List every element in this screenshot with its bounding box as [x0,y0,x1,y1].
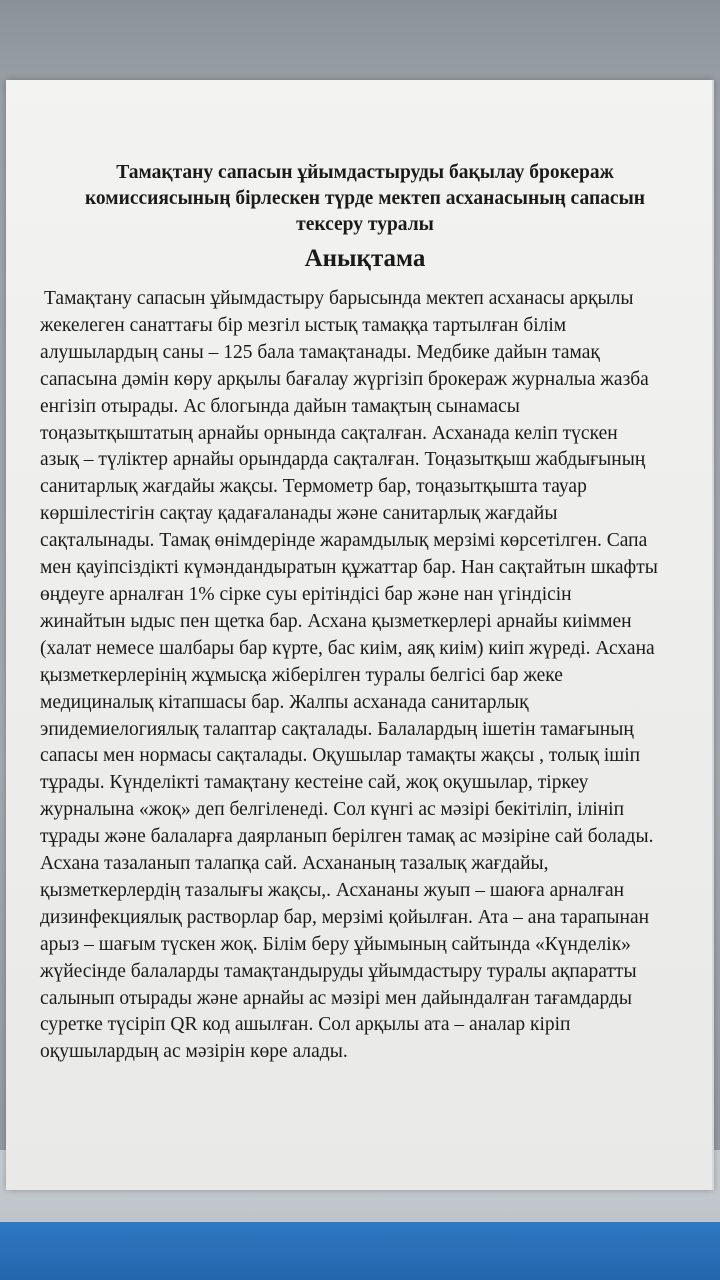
folder-blue-edge [0,1222,720,1280]
body-line: эпидемиелогиялық талаптар сақталады. Балалардың ішетін тамағының [40,718,634,740]
document-body [40,286,690,1066]
body-line: енгізіп отырады. Ас блогында дайын тамақтың сынамасы [40,395,520,417]
body-line: Асхана тазаланып талапқа сай. Асхананың тазалық жағдайы, [40,853,549,875]
document-content [40,160,690,1066]
body-line: (халат немесе шалбары бар күрте, бас киім, аяқ киім) киіп жүреді. Асхана [40,637,655,659]
body-line: қызметкерлерінің жұмысқа жіберілген туралы белгісі бар жеке [40,664,563,686]
body-line: қызметкерлердің тазалығы жақсы,. Асхананы жуып – шаюға арналған [40,879,625,901]
document-title: Анықтама [304,245,426,272]
body-line: алушылардың саны – 125 бала тамақтанады. Медбике дайын тамақ [40,341,600,363]
body-line: азық – түліктер арнайы орындарда сақталған. Тоңазытқыш жабдығының [40,449,646,471]
body-line: жекелеген санаттағы бір мезгіл ыстық тамаққа тартылған білім [40,314,567,336]
heading-line: комиссиясының бірлескен түрде мектеп асханасының сапасын [84,188,646,209]
body-line: көршілестігін сақтау қадағаланады және санитарлық жағдайы [40,503,558,525]
body-line: журналына «жоқ» деп белгіленеді. Сол күнгі ас мәзірі бекітіліп, ілініп [40,799,625,821]
body-line: тұрады. Күнделікті тамақтану кестеіне сай, жоқ оқушылар, тіркеу [40,772,589,794]
body-line: оқушылардың ас мәзірін көре алады. [40,1041,348,1063]
body-line: Тамақтану сапасын ұйымдастыру барысында мектеп асханасы арқылы [44,288,634,309]
body-line: дизинфекциялық растворлар бар, мерзімі қойылған. Ата – ана тарапынан [40,906,650,928]
heading-line: Тамақтану сапасын ұйымдастыруды бақылау брокераж [116,162,614,183]
body-line: тоңазытқыштатың арнайы орнында сақталған. Асханада келіп түскен [40,422,618,444]
body-line: медициналық кітапшасы бар. Жалпы асханада санитарлық [40,691,529,713]
body-line: арыз – шағым түскен жоқ. Білім беру ұйымының сайтында «Күнделік» [40,933,631,955]
heading-line: тексеру туралы [296,214,434,235]
paper-sheet [6,80,714,1190]
body-line: сақталынады. Тамақ өнімдерінде жарамдылық мерзімі көрсетілген. Сапа [40,530,648,552]
body-line: жүйесінде балаларды тамақтандыруды ұйымдастыру туралы ақпаратты [40,960,637,982]
body-line: мен қауіпсіздікті күмәндандыратын құжаттар бар. Нан сақтайтын шкафты [40,557,658,579]
body-line: салынып отырады және арнайы ас мәзірі мен дайындалған тағамдарды [40,987,632,1009]
body-line: сапасы мен нормасы сақталады. Оқушылар тамақты жақсы , толық ішіп [40,745,641,767]
body-line: сапасына дәмін көру арқылы бағалау жүргізіп брокераж журналыа жазба [40,368,649,390]
body-line: суретке түсіріп QR код ашылған. Сол арқылы ата – аналар кіріп [40,1014,571,1036]
body-line: жинайтын ыдыс пен щетка бар. Асхана қызметкерлері арнайы киіммен [40,610,632,632]
body-line: санитарлық жағдайы жақсы. Термометр бар, тоңазытқышта тауар [40,476,587,498]
document-heading [40,160,690,238]
body-line: тұрады және балаларға даярланып берілген тамақ ас мәзіріне сай болады. [40,826,654,848]
body-line: өңдеуге арналған 1% сірке суы ерітіндісі бар және нан үгіндісін [40,583,572,605]
